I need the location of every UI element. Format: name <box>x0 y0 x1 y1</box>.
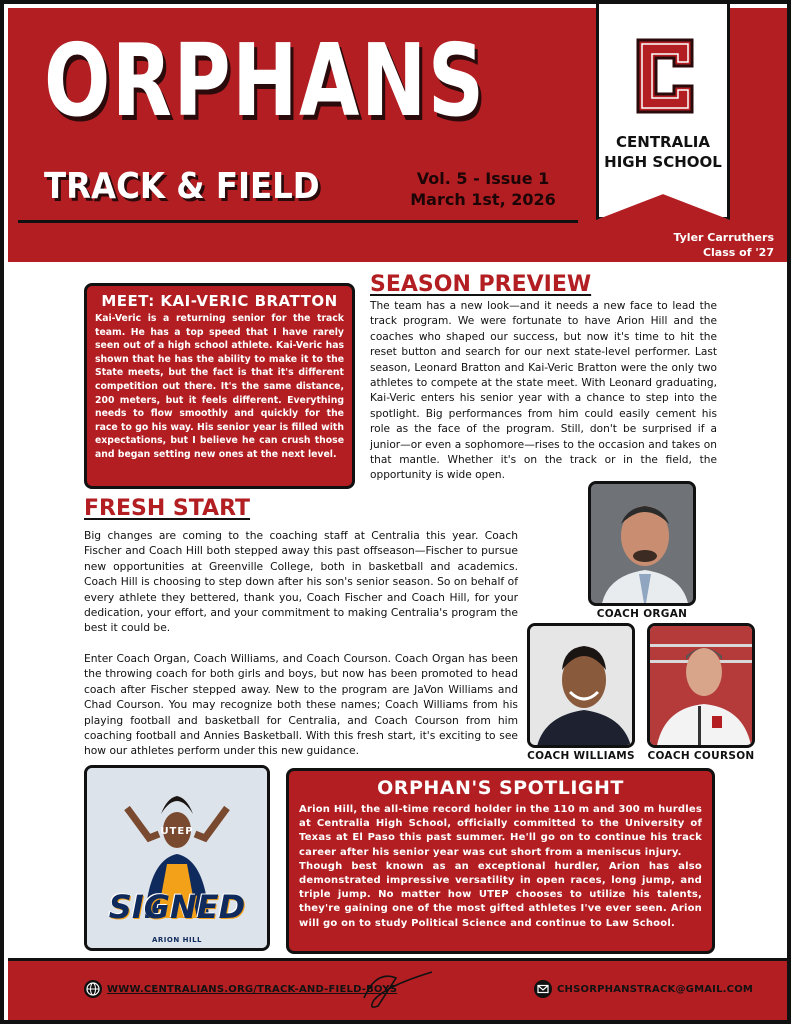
spotlight-para2: Though best known as an exceptional hurdler, Arion has also demonstrated impressive versatility in open races, long jump, and triple jump. No matter how UTEP chooses to utilize his talents, they're gaining one of the most gifted athletes I've ever seen. Arion will go on to study Political Science and continue to Law School. <box>299 860 702 929</box>
coach-courson-photo <box>647 623 755 748</box>
coach-williams-caption: COACH WILLIAMS <box>527 750 635 762</box>
school-name-line2: HIGH SCHOOL <box>604 153 722 171</box>
meet-athlete-text: Kai-Veric is a returning senior for the track team. He has a top speed that I have rarely seen out of a high school athlete. Kai-Veric has shown that he has the ability to make it to the State meets, but the fact is that it's different competition out there. It's the same distance, 200 meters, but it feels different. Everything needs to flow smoothly and quickly for the race to go his way. His senior year is filled with expectations, but I believe he can crush those and began setting new ones at the next level. <box>95 313 344 460</box>
signing-photo-school: UTEP <box>160 826 194 837</box>
mail-icon <box>534 980 552 998</box>
masthead-subtitle: TRACK & FIELD <box>44 166 320 207</box>
coach-courson-caption: COACH COURSON <box>647 750 755 762</box>
masthead-title: ORPHANS <box>44 22 486 139</box>
signing-photo-name: ARION HILL <box>151 936 203 944</box>
spotlight-title: ORPHAN'S SPOTLIGHT <box>377 777 624 799</box>
issue-info <box>408 168 558 210</box>
issue-number: Vol. 5 - Issue 1 <box>416 169 550 188</box>
signature-icon <box>356 964 440 1012</box>
meet-athlete-panel <box>84 283 355 489</box>
spotlight-panel <box>286 768 715 954</box>
website-link[interactable]: WWW.CENTRALIANS.ORG/TRACK-AND-FIELD-BOYS <box>107 984 398 995</box>
fresh-start-para1: Big changes are coming to the coaching staff at Centralia this year. Coach Fischer and Coach Hill both stepped away this past offseason—Fischer to pursue new opportunities at Greenville College, both in basketball and academics. Coach Hill is choosing to step down after his son's senior season. So on behalf of every athlete they bettered, thank you, Coach Fischer and Coach Hill, for your dedication, your effort, and your commitment to making Centralia's program the best it could be. <box>84 529 518 635</box>
issue-date: March 1st, 2026 <box>410 190 556 209</box>
school-logo-icon <box>634 36 696 116</box>
fresh-start-para2: Enter Coach Organ, Coach Williams, and Coach Courson. Coach Organ has been the throwing coach for both girls and boys, but now has been promoted to head coach after Fischer stepped away. New to the program are JaVon Williams and Chad Courson. You may recognize both these names; Coach Williams from his playing football and basketball for Centralia, and Coach Courson from him coaching football and Annies Basketball. With this fresh start, it's exciting to see how our athletes perform under this new guidance. <box>84 652 518 758</box>
season-preview-title: SEASON PREVIEW <box>370 272 592 297</box>
fresh-start-title: FRESH START <box>84 496 251 521</box>
meet-athlete-title: MEET: KAI-VERIC BRATTON <box>101 292 338 310</box>
masthead-rule <box>18 220 578 223</box>
coach-williams-photo <box>527 623 635 748</box>
globe-icon <box>84 980 102 998</box>
signing-photo-word: SIGNED <box>108 888 246 926</box>
coach-organ-photo <box>588 481 696 606</box>
season-preview-text: The team has a new look—and it needs a new face to lead the track program. We were fortunate to have Arion Hill and the coaches who shaped our success, but now it's time to hit the reset button and search for our next state-level performer. Last season, Leonard Bratton and Kai-Veric Bratton were the only two athletes to compete at the state meet. With Leonard graduating, Kai-Veric enters his senior year with a chance to step into the spotlight. Big performances from him could easily cement his role as the face of the program. Still, don't be surprised if a junior—or even a sophomore—rises to the occasion and takes on that mantle. Whether it's on the track or in the field, the opportunity is wide open. <box>370 300 717 482</box>
school-name <box>598 132 728 172</box>
author-name: Tyler Carruthers <box>673 231 774 244</box>
coach-organ-caption: COACH ORGAN <box>596 608 688 620</box>
spotlight-para1: Arion Hill, the all-time record holder in the 110 m and 300 m hurdles at Centralia High School, officially committed to the University of Texas at El Paso this past summer. He'll go on to continue his track career after his senior year was cut short from a meniscus injury. <box>299 804 702 858</box>
author-class: Class of '27 <box>702 246 774 259</box>
byline <box>624 230 774 260</box>
school-name-line1: CENTRALIA <box>616 133 710 151</box>
email-link[interactable]: CHSORPHANSTRACK@GMAIL.COM <box>557 984 754 995</box>
